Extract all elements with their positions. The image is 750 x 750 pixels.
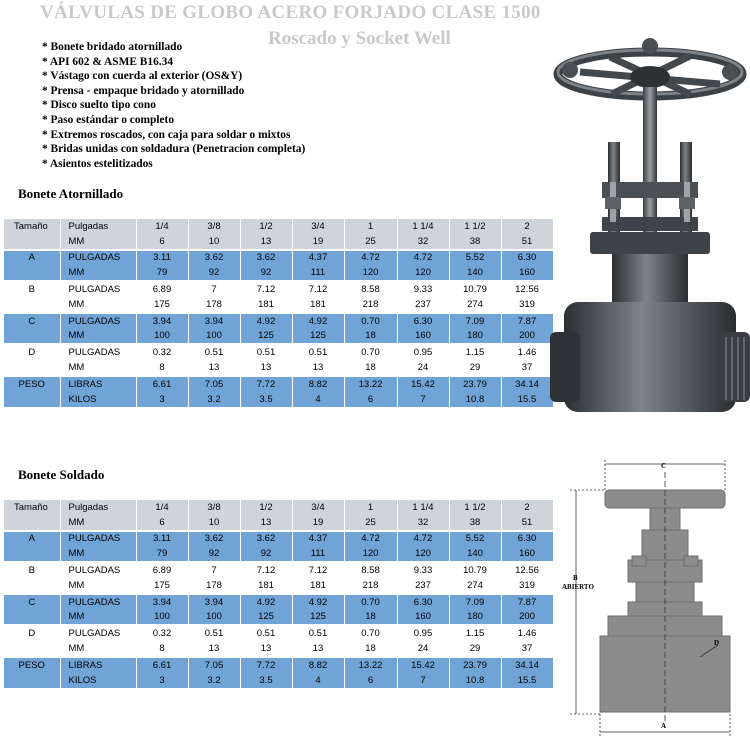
table-cell — [4, 392, 60, 407]
table-row — [4, 329, 553, 345]
table-row — [4, 500, 553, 515]
table-cell: 100 — [136, 610, 188, 626]
dim-label-c: C — [661, 462, 667, 470]
table-cell: 160 — [397, 610, 449, 626]
table-cell: 29 — [449, 641, 501, 657]
table-cell: 15.42 — [397, 657, 449, 673]
table-cell: 111 — [292, 265, 344, 281]
column-header: 1/2 — [240, 500, 292, 515]
table-cell: 29 — [449, 360, 501, 376]
table-cell: 4.92 — [292, 313, 344, 329]
dim-label-b-text: ABIERTO — [562, 583, 594, 591]
table-cell: 92 — [188, 546, 240, 562]
feature-item: * API 602 & ASME B16.34 — [42, 55, 305, 70]
table-row — [4, 546, 553, 562]
table-cell: 92 — [240, 265, 292, 281]
table-cell: 6.30 — [397, 313, 449, 329]
table-cell: 3.62 — [188, 531, 240, 547]
table-cell: 0.70 — [344, 313, 397, 329]
table-row — [4, 281, 553, 297]
table-cell: 79 — [136, 546, 188, 562]
table-cell: 37 — [501, 641, 553, 657]
feature-item: * Vástago con cuerda al exterior (OS&Y) — [42, 69, 305, 84]
table-cell: 7.87 — [501, 594, 553, 610]
table-cell: 237 — [397, 297, 449, 313]
table-cell: 7.09 — [449, 594, 501, 610]
table-cell: 125 — [292, 329, 344, 345]
table-cell: 160 — [501, 546, 553, 562]
table-cell: 0.51 — [240, 625, 292, 641]
row-code: D — [4, 625, 60, 641]
table-cell: 3.94 — [188, 313, 240, 329]
row-code: B — [4, 281, 60, 297]
table-row — [4, 344, 553, 360]
row-unit: PULGADAS — [60, 625, 136, 641]
table-cell: 125 — [240, 610, 292, 626]
table-cell: 6.89 — [136, 562, 188, 578]
table-cell: 23.79 — [449, 376, 501, 392]
table-cell: 3.5 — [240, 673, 292, 688]
table-cell: 8 — [136, 641, 188, 657]
row-unit: MM — [60, 546, 136, 562]
table-cell: 175 — [136, 297, 188, 313]
table-cell — [4, 297, 60, 313]
table-cell: 3 — [136, 392, 188, 407]
table-row — [4, 219, 553, 234]
dim-label-a: A — [661, 722, 667, 730]
table-cell: 0.51 — [188, 625, 240, 641]
table-cell: 3.62 — [240, 250, 292, 266]
table-cell: 7.05 — [188, 657, 240, 673]
table-cell: 1.46 — [501, 625, 553, 641]
column-header: Tamaño — [4, 500, 60, 515]
column-header: 1/2 — [240, 219, 292, 234]
row-unit: PULGADAS — [60, 531, 136, 547]
table-cell: 100 — [136, 329, 188, 345]
table-cell: 5.52 — [449, 531, 501, 547]
table-cell: 13 — [188, 360, 240, 376]
table-row — [4, 234, 553, 250]
table-cell: 181 — [240, 578, 292, 594]
row-code: C — [4, 313, 60, 329]
feature-item: * Bridas unidas con soldadura (Penetracion completa) — [42, 142, 305, 157]
table-cell: 6.30 — [397, 594, 449, 610]
feature-item: * Prensa - empaque bridado y atornillado — [42, 84, 305, 99]
row-code: D — [4, 344, 60, 360]
table-cell — [4, 265, 60, 281]
table-cell: 6 — [344, 392, 397, 407]
table-cell: 218 — [344, 578, 397, 594]
row-unit: LIBRAS — [60, 657, 136, 673]
column-header: Pulgadas — [60, 219, 136, 234]
table-cell: 8.82 — [292, 376, 344, 392]
table-cell: 120 — [397, 546, 449, 562]
column-header: 19 — [292, 234, 344, 250]
table-cell: 12.56 — [501, 562, 553, 578]
table-cell: 5.52 — [449, 250, 501, 266]
table-cell: 92 — [188, 265, 240, 281]
table-cell: 6.89 — [136, 281, 188, 297]
table-cell: 160 — [501, 265, 553, 281]
table-cell: 13.22 — [344, 376, 397, 392]
table-cell — [4, 610, 60, 626]
table-cell: 6.30 — [501, 531, 553, 547]
table-row — [4, 641, 553, 657]
table-row — [4, 515, 553, 531]
table-cell: 237 — [397, 578, 449, 594]
column-header: Tamaño — [4, 219, 60, 234]
table-row — [4, 594, 553, 610]
row-unit: MM — [60, 297, 136, 313]
table-cell: 18 — [344, 641, 397, 657]
table-cell: 7.05 — [188, 376, 240, 392]
table-cell: 274 — [449, 578, 501, 594]
table-cell: 4.92 — [240, 594, 292, 610]
column-header: 3/4 — [292, 219, 344, 234]
table-cell: 3.94 — [136, 313, 188, 329]
table-row — [4, 265, 553, 281]
table-cell: 13 — [188, 641, 240, 657]
table-cell: 18 — [344, 360, 397, 376]
table-cell: 7.72 — [240, 376, 292, 392]
table-cell: 274 — [449, 297, 501, 313]
table-row — [4, 657, 553, 673]
row-code: PESO — [4, 657, 60, 673]
row-unit: MM — [60, 578, 136, 594]
table-cell: 0.32 — [136, 344, 188, 360]
spec-table-bolted — [4, 219, 554, 407]
feature-item: * Paso estándar o completo — [42, 113, 305, 128]
table-cell — [4, 673, 60, 688]
table-cell: 34.14 — [501, 376, 553, 392]
row-unit: PULGADAS — [60, 281, 136, 297]
table-row — [4, 625, 553, 641]
column-header: 3/8 — [188, 500, 240, 515]
table-cell: 7.72 — [240, 657, 292, 673]
column-header: 38 — [449, 234, 501, 250]
table-cell: 319 — [501, 578, 553, 594]
table-cell — [4, 578, 60, 594]
table-cell — [4, 641, 60, 657]
table-cell: 120 — [344, 546, 397, 562]
column-header: 1 1/4 — [397, 500, 449, 515]
table-cell: 13 — [292, 360, 344, 376]
column-header: 25 — [344, 515, 397, 531]
table-cell: 0.51 — [240, 344, 292, 360]
table-cell: 7.12 — [292, 281, 344, 297]
table-cell: 8.58 — [344, 281, 397, 297]
table-cell: 0.51 — [292, 625, 344, 641]
table-cell: 8.82 — [292, 657, 344, 673]
table-cell: 0.95 — [397, 344, 449, 360]
table-cell: 24 — [397, 360, 449, 376]
column-header: 1 1/4 — [397, 219, 449, 234]
table-cell: 3.5 — [240, 392, 292, 407]
row-unit: PULGADAS — [60, 562, 136, 578]
table-cell: 181 — [292, 297, 344, 313]
table-cell: 7.12 — [240, 281, 292, 297]
table-cell: 125 — [292, 610, 344, 626]
table-cell — [4, 360, 60, 376]
table-cell: 7.12 — [240, 562, 292, 578]
column-header: 1/4 — [136, 219, 188, 234]
table-cell: 200 — [501, 329, 553, 345]
table-cell: 10.8 — [449, 673, 501, 688]
table-cell: 7 — [188, 562, 240, 578]
table-cell: 1.15 — [449, 625, 501, 641]
table-cell: 4.92 — [240, 313, 292, 329]
column-header: 13 — [240, 515, 292, 531]
table-cell: 18 — [344, 610, 397, 626]
row-code: A — [4, 250, 60, 266]
column-header: 10 — [188, 515, 240, 531]
table-row — [4, 297, 553, 313]
table-cell: 92 — [240, 546, 292, 562]
dim-label-b: B — [573, 574, 578, 582]
table-cell: 6.30 — [501, 250, 553, 266]
table-cell: 178 — [188, 578, 240, 594]
row-unit: PULGADAS — [60, 250, 136, 266]
table-cell: 13 — [240, 641, 292, 657]
table-cell: 120 — [344, 265, 397, 281]
table-cell: 111 — [292, 546, 344, 562]
table-cell: 9.33 — [397, 281, 449, 297]
column-header: 6 — [136, 515, 188, 531]
table-cell: 3.62 — [188, 250, 240, 266]
table-cell: 1.46 — [501, 344, 553, 360]
column-header: 6 — [136, 234, 188, 250]
table-cell: 140 — [449, 265, 501, 281]
table-cell: 100 — [188, 610, 240, 626]
table-cell: 160 — [397, 329, 449, 345]
table-cell: 6 — [344, 673, 397, 688]
table-cell: 7.12 — [292, 562, 344, 578]
column-header: 32 — [397, 234, 449, 250]
table-cell: 7.87 — [501, 313, 553, 329]
table-cell: 4.37 — [292, 250, 344, 266]
table-cell: 79 — [136, 265, 188, 281]
column-header: 1 1/2 — [449, 500, 501, 515]
row-code: A — [4, 531, 60, 547]
valve-photo — [550, 32, 750, 422]
table-row — [4, 360, 553, 376]
table-cell: 8.58 — [344, 562, 397, 578]
table-cell: 9.33 — [397, 562, 449, 578]
table-row — [4, 673, 553, 688]
column-header: 19 — [292, 515, 344, 531]
column-header: MM — [60, 515, 136, 531]
table-cell — [4, 515, 60, 531]
table-cell: 13 — [240, 360, 292, 376]
row-unit: MM — [60, 360, 136, 376]
table-cell: 3.94 — [188, 594, 240, 610]
row-unit: MM — [60, 265, 136, 281]
table-cell: 3.11 — [136, 250, 188, 266]
table-cell: 34.14 — [501, 657, 553, 673]
table-cell: 3.62 — [240, 531, 292, 547]
page-subtitle: Roscado y Socket Well — [268, 28, 451, 49]
table-cell: 7 — [397, 392, 449, 407]
table-cell: 12.56 — [501, 281, 553, 297]
table-cell: 319 — [501, 297, 553, 313]
table-cell: 6.61 — [136, 657, 188, 673]
table-row — [4, 562, 553, 578]
table-cell: 0.70 — [344, 344, 397, 360]
table-cell: 7.09 — [449, 313, 501, 329]
column-header: 51 — [501, 515, 553, 531]
table-cell: 140 — [449, 546, 501, 562]
table-cell: 3.11 — [136, 531, 188, 547]
column-header: 10 — [188, 234, 240, 250]
table-cell: 15.5 — [501, 392, 553, 407]
table-cell: 23.79 — [449, 657, 501, 673]
column-header: Pulgadas — [60, 500, 136, 515]
table-cell: 10.79 — [449, 281, 501, 297]
table-cell: 13.22 — [344, 657, 397, 673]
column-header: 3/8 — [188, 219, 240, 234]
row-unit: KILOS — [60, 392, 136, 407]
table-cell: 37 — [501, 360, 553, 376]
column-header: 2 — [501, 219, 553, 234]
table-cell: 7 — [188, 281, 240, 297]
table-cell: 181 — [240, 297, 292, 313]
table-row — [4, 313, 553, 329]
table-cell: 18 — [344, 329, 397, 345]
column-header: 3/4 — [292, 500, 344, 515]
row-unit: MM — [60, 329, 136, 345]
table-cell: 24 — [397, 641, 449, 657]
table-row — [4, 376, 553, 392]
table-cell: 100 — [188, 329, 240, 345]
table-row — [4, 531, 553, 547]
spec-table-welded — [4, 500, 554, 688]
row-unit: PULGADAS — [60, 594, 136, 610]
table-cell: 0.32 — [136, 625, 188, 641]
page-title: VÁLVULAS DE GLOBO ACERO FORJADO CLASE 1500 — [40, 2, 541, 23]
column-header: 1 — [344, 500, 397, 515]
feature-item: * Asientos estelitizados — [42, 157, 305, 172]
column-header: 13 — [240, 234, 292, 250]
column-header: MM — [60, 234, 136, 250]
column-header: 25 — [344, 234, 397, 250]
table-cell: 0.51 — [188, 344, 240, 360]
table-cell: 4.72 — [344, 531, 397, 547]
feature-list — [42, 40, 305, 171]
row-unit: LIBRAS — [60, 376, 136, 392]
table-cell: 3.94 — [136, 594, 188, 610]
table-cell: 4.72 — [344, 250, 397, 266]
table-cell: 3.2 — [188, 392, 240, 407]
table-cell: 15.42 — [397, 376, 449, 392]
table-cell: 1.15 — [449, 344, 501, 360]
section-title-bolted: Bonete Atornillado — [18, 186, 124, 201]
column-header: 2 — [501, 500, 553, 515]
table-cell: 0.70 — [344, 594, 397, 610]
table-cell: 10.79 — [449, 562, 501, 578]
row-unit: MM — [60, 610, 136, 626]
table-cell: 7 — [397, 673, 449, 688]
row-code: C — [4, 594, 60, 610]
table-cell: 218 — [344, 297, 397, 313]
table-cell: 4.37 — [292, 531, 344, 547]
table-cell: 125 — [240, 329, 292, 345]
feature-item: * Bonete bridado atornillado — [42, 40, 305, 55]
table-row — [4, 578, 553, 594]
column-header: 32 — [397, 515, 449, 531]
table-cell — [4, 546, 60, 562]
table-cell: 4.92 — [292, 594, 344, 610]
table-cell: 13 — [292, 641, 344, 657]
table-cell: 10.8 — [449, 392, 501, 407]
table-cell: 3.2 — [188, 673, 240, 688]
table-cell: 175 — [136, 578, 188, 594]
table-cell: 120 — [397, 265, 449, 281]
table-cell: 181 — [292, 578, 344, 594]
table-cell: 4.72 — [397, 531, 449, 547]
table-row — [4, 250, 553, 266]
table-cell: 8 — [136, 360, 188, 376]
table-cell — [4, 234, 60, 250]
table-cell: 0.51 — [292, 344, 344, 360]
table-cell: 4 — [292, 673, 344, 688]
column-header: 1 1/2 — [449, 219, 501, 234]
table-cell: 178 — [188, 297, 240, 313]
column-header: 51 — [501, 234, 553, 250]
feature-item: * Disco suelto tipo cono — [42, 98, 305, 113]
table-cell: 200 — [501, 610, 553, 626]
table-cell: 6.61 — [136, 376, 188, 392]
table-cell: 3 — [136, 673, 188, 688]
row-code: B — [4, 562, 60, 578]
table-cell: 15.5 — [501, 673, 553, 688]
table-cell: 4.72 — [397, 250, 449, 266]
table-cell: 4 — [292, 392, 344, 407]
table-row — [4, 610, 553, 626]
column-header: 38 — [449, 515, 501, 531]
row-unit: PULGADAS — [60, 313, 136, 329]
dim-label-d: D — [714, 639, 720, 647]
table-cell — [4, 329, 60, 345]
feature-item: * Extremos roscados, con caja para soldar o mixtos — [42, 128, 305, 143]
section-title-welded: Bonete Soldado — [18, 467, 105, 482]
table-cell: 0.95 — [397, 625, 449, 641]
row-unit: MM — [60, 641, 136, 657]
column-header: 1 — [344, 219, 397, 234]
row-unit: PULGADAS — [60, 344, 136, 360]
table-cell: 180 — [449, 329, 501, 345]
table-cell: 180 — [449, 610, 501, 626]
table-cell: 0.70 — [344, 625, 397, 641]
column-header: 1/4 — [136, 500, 188, 515]
table-row — [4, 392, 553, 407]
row-unit: KILOS — [60, 673, 136, 688]
row-code: PESO — [4, 376, 60, 392]
valve-dimension-drawing — [560, 452, 750, 750]
